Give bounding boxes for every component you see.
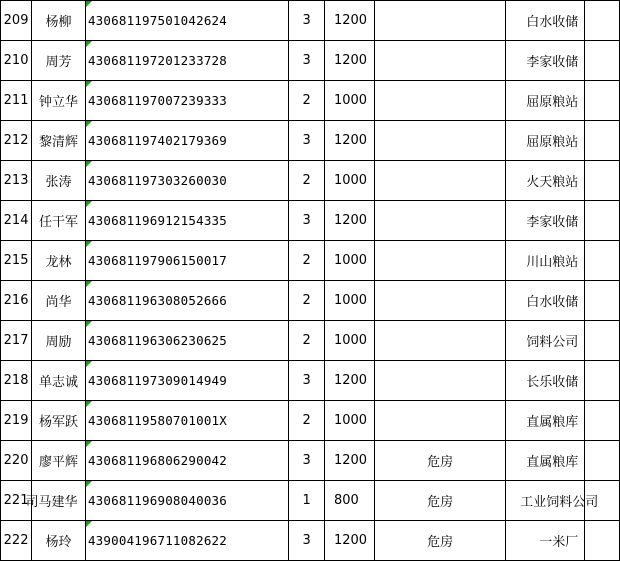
quantity-cell-text: 3 xyxy=(302,453,311,468)
unit-cell[interactable] xyxy=(506,41,585,81)
table-row xyxy=(1,481,620,521)
name-cell[interactable] xyxy=(32,241,86,281)
quantity-cell[interactable] xyxy=(289,481,325,521)
empty-cell[interactable] xyxy=(585,481,620,521)
note-cell[interactable] xyxy=(374,321,505,361)
quantity-cell[interactable] xyxy=(289,201,325,241)
row-number-cell[interactable] xyxy=(1,1,32,41)
row-number-cell-text: 210 xyxy=(3,53,29,68)
id-number-cell[interactable] xyxy=(85,361,288,401)
row-number-cell[interactable] xyxy=(1,41,32,81)
empty-cell[interactable] xyxy=(585,281,620,321)
row-number-cell[interactable] xyxy=(1,521,32,561)
table-row xyxy=(1,281,620,321)
note-cell[interactable] xyxy=(374,41,505,81)
row-number-cell-text: 216 xyxy=(3,293,29,308)
empty-cell[interactable] xyxy=(585,41,620,81)
row-number-cell[interactable] xyxy=(1,281,32,321)
row-number-cell-text: 213 xyxy=(3,173,29,188)
name-cell-text: 任干军 xyxy=(39,215,79,230)
id-number-cell-text: 43068119580701001X xyxy=(87,413,227,428)
empty-cell[interactable] xyxy=(585,1,620,41)
table-row xyxy=(1,361,620,401)
note-cell[interactable] xyxy=(374,441,505,481)
unit-cell-text: 火天粮站 xyxy=(526,175,579,190)
quantity-cell[interactable] xyxy=(289,81,325,121)
name-cell-text: 杨玲 xyxy=(45,535,72,550)
quantity-cell[interactable] xyxy=(289,441,325,481)
unit-cell-text: 直属粮库 xyxy=(526,415,579,430)
amount-cell[interactable] xyxy=(324,401,374,441)
unit-cell[interactable] xyxy=(506,401,585,441)
name-cell[interactable] xyxy=(25,481,86,521)
empty-cell[interactable] xyxy=(585,321,620,361)
name-cell-text: 黎清辉 xyxy=(39,135,79,150)
amount-cell[interactable] xyxy=(324,481,374,521)
note-cell[interactable] xyxy=(374,521,505,561)
name-cell[interactable] xyxy=(32,161,86,201)
name-cell-text: 周芳 xyxy=(45,55,72,70)
note-cell[interactable] xyxy=(374,81,505,121)
name-cell-text: 张涛 xyxy=(45,175,72,190)
row-number-cell-text: 209 xyxy=(3,13,29,28)
quantity-cell-text: 3 xyxy=(302,53,311,68)
note-cell[interactable] xyxy=(374,241,505,281)
unit-cell[interactable] xyxy=(506,281,585,321)
name-cell-text: 司马建华 xyxy=(25,495,78,510)
quantity-cell-text: 3 xyxy=(302,533,311,548)
empty-cell[interactable] xyxy=(585,121,620,161)
note-cell[interactable] xyxy=(374,481,505,521)
unit-cell-text: 白水收储 xyxy=(526,295,579,310)
id-number-cell-text: 430681197201233728 xyxy=(87,53,227,68)
note-cell-text: 危房 xyxy=(427,495,454,510)
table-row xyxy=(1,201,620,241)
unit-cell[interactable] xyxy=(506,1,585,41)
empty-cell[interactable] xyxy=(585,81,620,121)
quantity-cell[interactable] xyxy=(289,1,325,41)
amount-cell-text: 1000 xyxy=(333,293,368,308)
id-number-cell-text: 430681197906150017 xyxy=(87,253,227,268)
id-number-cell[interactable] xyxy=(85,81,288,121)
amount-cell-text: 800 xyxy=(333,493,359,508)
amount-cell[interactable] xyxy=(324,281,374,321)
id-number-cell[interactable] xyxy=(85,161,288,201)
id-number-cell-text: 430681196306230625 xyxy=(87,333,227,348)
table-row xyxy=(1,401,620,441)
row-number-cell[interactable] xyxy=(1,201,32,241)
unit-cell[interactable] xyxy=(506,161,585,201)
note-cell-text: 危房 xyxy=(427,455,454,470)
id-number-cell[interactable] xyxy=(85,281,288,321)
id-number-cell-text: 430681196912154335 xyxy=(87,213,227,228)
name-cell[interactable] xyxy=(32,521,86,561)
row-number-cell[interactable] xyxy=(1,121,32,161)
name-cell[interactable] xyxy=(32,441,86,481)
quantity-cell-text: 3 xyxy=(302,133,311,148)
amount-cell[interactable] xyxy=(324,361,374,401)
unit-cell-text: 工业饲料公司 xyxy=(520,495,599,510)
name-cell[interactable] xyxy=(32,81,86,121)
amount-cell[interactable] xyxy=(324,441,374,481)
unit-cell-text: 屈原粮站 xyxy=(526,135,579,150)
unit-cell-text: 川山粮站 xyxy=(526,255,579,270)
name-cell[interactable] xyxy=(32,1,86,41)
amount-cell[interactable] xyxy=(324,41,374,81)
unit-cell[interactable] xyxy=(506,441,585,481)
name-cell[interactable] xyxy=(32,41,86,81)
id-number-cell[interactable] xyxy=(85,41,288,81)
quantity-cell[interactable] xyxy=(289,321,325,361)
amount-cell-text: 1200 xyxy=(333,213,368,228)
name-cell-text: 尚华 xyxy=(45,295,72,310)
quantity-cell-text: 2 xyxy=(302,253,311,268)
table-row xyxy=(1,41,620,81)
quantity-cell-text: 2 xyxy=(302,293,311,308)
amount-cell-text: 1200 xyxy=(333,13,368,28)
unit-cell[interactable] xyxy=(506,121,585,161)
row-number-cell-text: 221 xyxy=(3,493,29,508)
amount-cell[interactable] xyxy=(324,1,374,41)
unit-cell[interactable] xyxy=(506,521,585,561)
amount-cell-text: 1200 xyxy=(333,453,368,468)
name-cell[interactable] xyxy=(32,401,86,441)
id-number-cell-text: 430681197309014949 xyxy=(87,373,227,388)
row-number-cell[interactable] xyxy=(1,161,32,201)
unit-cell-text: 一米厂 xyxy=(539,535,579,550)
empty-cell[interactable] xyxy=(585,241,620,281)
quantity-cell-text: 3 xyxy=(302,373,311,388)
row-number-cell-text: 214 xyxy=(3,213,29,228)
id-number-cell-text: 430681196908040036 xyxy=(87,493,227,508)
amount-cell[interactable] xyxy=(324,121,374,161)
name-cell[interactable] xyxy=(32,321,86,361)
id-number-cell[interactable] xyxy=(85,401,288,441)
table-row xyxy=(1,1,620,41)
quantity-cell-text: 1 xyxy=(302,493,311,508)
unit-cell-text: 李家收储 xyxy=(526,215,579,230)
table-row xyxy=(1,161,620,201)
quantity-cell[interactable] xyxy=(289,161,325,201)
row-number-cell-text: 220 xyxy=(3,453,29,468)
name-cell-text: 单志诚 xyxy=(39,375,79,390)
name-cell[interactable] xyxy=(32,201,86,241)
amount-cell[interactable] xyxy=(324,521,374,561)
table-row xyxy=(1,441,620,481)
amount-cell[interactable] xyxy=(324,241,374,281)
id-number-cell-text: 439004196711082622 xyxy=(87,533,227,548)
id-number-cell[interactable] xyxy=(85,441,288,481)
note-cell[interactable] xyxy=(374,121,505,161)
empty-cell[interactable] xyxy=(585,361,620,401)
amount-cell[interactable] xyxy=(324,161,374,201)
id-number-cell-text: 430681197007239333 xyxy=(87,93,227,108)
unit-cell-text: 白水收储 xyxy=(526,15,579,30)
name-cell[interactable] xyxy=(32,361,86,401)
amount-cell-text: 1200 xyxy=(333,373,368,388)
row-number-cell[interactable] xyxy=(1,241,32,281)
unit-cell[interactable] xyxy=(506,481,599,521)
table-row xyxy=(1,241,620,281)
id-number-cell-text: 430681197402179369 xyxy=(87,133,227,148)
unit-cell[interactable] xyxy=(506,321,585,361)
row-number-cell-text: 219 xyxy=(3,413,29,428)
name-cell-text: 钟立华 xyxy=(39,95,79,110)
note-cell[interactable] xyxy=(374,161,505,201)
name-cell-text: 杨柳 xyxy=(45,15,72,30)
quantity-cell-text: 3 xyxy=(302,213,311,228)
unit-cell[interactable] xyxy=(506,361,585,401)
row-number-cell[interactable] xyxy=(1,321,32,361)
id-number-cell-text: 430681197501042624 xyxy=(87,13,227,28)
note-cell[interactable] xyxy=(374,201,505,241)
sheet-body xyxy=(1,1,620,561)
amount-cell-text: 1000 xyxy=(333,253,368,268)
id-number-cell[interactable] xyxy=(85,1,288,41)
amount-cell-text: 1000 xyxy=(333,413,368,428)
row-number-cell-text: 212 xyxy=(3,133,29,148)
amount-cell[interactable] xyxy=(324,321,374,361)
row-number-cell-text: 215 xyxy=(3,253,29,268)
empty-cell[interactable] xyxy=(585,441,620,481)
id-number-cell[interactable] xyxy=(85,481,288,521)
table-row xyxy=(1,321,620,361)
name-cell-text: 杨军跃 xyxy=(39,415,79,430)
name-cell[interactable] xyxy=(32,281,86,321)
quantity-cell[interactable] xyxy=(289,281,325,321)
row-number-cell-text: 218 xyxy=(3,373,29,388)
amount-cell-text: 1000 xyxy=(333,173,368,188)
unit-cell-text: 饲料公司 xyxy=(526,335,579,350)
id-number-cell[interactable] xyxy=(85,201,288,241)
quantity-cell[interactable] xyxy=(289,401,325,441)
unit-cell-text: 长乐收储 xyxy=(526,375,579,390)
note-cell[interactable] xyxy=(374,1,505,41)
quantity-cell-text: 2 xyxy=(302,413,311,428)
table-row xyxy=(1,121,620,161)
quantity-cell[interactable] xyxy=(289,521,325,561)
quantity-cell[interactable] xyxy=(289,361,325,401)
name-cell-text: 龙林 xyxy=(45,255,72,270)
table-row xyxy=(1,81,620,121)
id-number-cell[interactable] xyxy=(85,121,288,161)
quantity-cell[interactable] xyxy=(289,41,325,81)
quantity-cell-text: 2 xyxy=(302,93,311,108)
row-number-cell[interactable] xyxy=(1,361,32,401)
name-cell-text: 周励 xyxy=(45,335,72,350)
name-cell[interactable] xyxy=(32,121,86,161)
unit-cell-text: 屈原粮站 xyxy=(526,95,579,110)
empty-cell[interactable] xyxy=(585,161,620,201)
quantity-cell-text: 2 xyxy=(302,333,311,348)
id-number-cell[interactable] xyxy=(85,241,288,281)
unit-cell[interactable] xyxy=(506,201,585,241)
quantity-cell[interactable] xyxy=(289,241,325,281)
id-number-cell[interactable] xyxy=(85,521,288,561)
quantity-cell-text: 3 xyxy=(302,13,311,28)
note-cell[interactable] xyxy=(374,361,505,401)
id-number-cell-text: 430681197303260030 xyxy=(87,173,227,188)
id-number-cell[interactable] xyxy=(85,321,288,361)
amount-cell-text: 1000 xyxy=(333,333,368,348)
row-number-cell-text: 222 xyxy=(3,533,29,548)
id-number-cell-text: 430681196308052666 xyxy=(87,293,227,308)
quantity-cell[interactable] xyxy=(289,121,325,161)
unit-cell[interactable] xyxy=(506,81,585,121)
name-cell-text: 廖平辉 xyxy=(39,455,79,470)
amount-cell-text: 1000 xyxy=(333,93,368,108)
row-number-cell[interactable] xyxy=(1,441,32,481)
note-cell[interactable] xyxy=(374,401,505,441)
table-row xyxy=(1,521,620,561)
empty-cell[interactable] xyxy=(585,401,620,441)
row-number-cell-text: 211 xyxy=(3,93,29,108)
note-cell[interactable] xyxy=(374,281,505,321)
quantity-cell-text: 2 xyxy=(302,173,311,188)
empty-cell[interactable] xyxy=(585,521,620,561)
row-number-cell[interactable] xyxy=(1,401,32,441)
empty-cell[interactable] xyxy=(585,201,620,241)
row-number-cell[interactable] xyxy=(1,81,32,121)
row-number-cell-text: 217 xyxy=(3,333,29,348)
amount-cell-text: 1200 xyxy=(333,533,368,548)
unit-cell[interactable] xyxy=(506,241,585,281)
unit-cell-text: 直属粮库 xyxy=(526,455,579,470)
amount-cell-text: 1200 xyxy=(333,133,368,148)
amount-cell-text: 1200 xyxy=(333,53,368,68)
amount-cell[interactable] xyxy=(324,201,374,241)
note-cell-text: 危房 xyxy=(427,535,454,550)
id-number-cell-text: 430681196806290042 xyxy=(87,453,227,468)
amount-cell[interactable] xyxy=(324,81,374,121)
unit-cell-text: 李家收储 xyxy=(526,55,579,70)
